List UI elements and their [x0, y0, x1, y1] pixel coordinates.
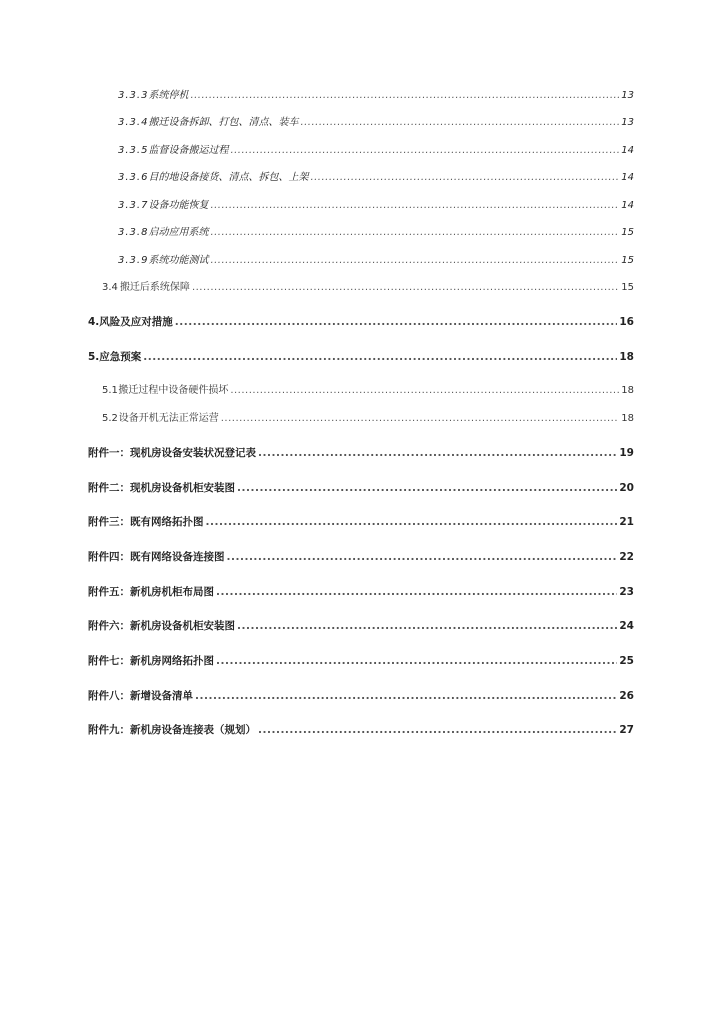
toc-page-number: 14 — [621, 145, 634, 156]
toc-entry-5-1[interactable] — [102, 384, 634, 398]
toc-entry-title: 启动应用系统 — [148, 227, 209, 238]
toc-page-number: 14 — [621, 172, 634, 183]
toc-entry-number: 5. — [88, 351, 100, 363]
toc-entry-5[interactable] — [88, 350, 634, 364]
toc-entry-3-3-5[interactable] — [118, 144, 634, 158]
dot-leader — [216, 585, 617, 599]
toc-entry-3-3-3[interactable] — [118, 89, 634, 103]
toc-entry-title: 搬迁后系统保障 — [119, 282, 190, 293]
toc-page-number: 18 — [621, 385, 634, 396]
dot-leader — [206, 515, 618, 529]
toc-entry-3-3-4[interactable] — [118, 116, 634, 130]
toc-page-number: 24 — [619, 620, 634, 632]
toc-entry-5-2[interactable] — [102, 412, 634, 426]
toc-page-number: 18 — [621, 413, 634, 424]
dot-leader — [192, 281, 619, 295]
toc-entry-number: 5.1 — [102, 385, 118, 396]
toc-appendix-3[interactable] — [88, 515, 634, 529]
toc-entry-3-3-6[interactable] — [118, 171, 634, 185]
dot-leader — [230, 384, 619, 398]
dot-leader — [221, 412, 620, 426]
toc-entry-title: 附件八：新增设备清单 — [88, 690, 193, 702]
toc-page-number: 20 — [619, 482, 634, 494]
toc-page-number: 27 — [619, 724, 634, 736]
toc-entry-3-4[interactable] — [102, 281, 634, 295]
dot-leader — [143, 350, 617, 364]
toc-entry-title: 设备功能恢复 — [148, 200, 209, 211]
toc-entry-number: 5.2 — [102, 413, 118, 424]
dot-leader — [237, 619, 617, 633]
toc-entry-title: 风险及应对措施 — [99, 316, 173, 328]
toc-appendix-7[interactable] — [88, 654, 634, 668]
toc-page-number: 23 — [619, 586, 634, 598]
toc-entry-number: 4. — [88, 316, 100, 328]
toc-entry-title: 附件七：新机房网络拓扑图 — [88, 655, 214, 667]
toc-entry-title: 搬迁设备拆卸、打包、清点、装车 — [148, 117, 299, 128]
toc-entry-number: 3.3.4 — [118, 117, 149, 128]
toc-page-number: 13 — [621, 90, 634, 101]
toc-page-number: 14 — [621, 200, 634, 211]
dot-leader — [300, 116, 619, 130]
toc-page-number: 13 — [621, 117, 634, 128]
toc-page-number: 15 — [621, 227, 634, 238]
toc-entry-4[interactable] — [88, 315, 634, 329]
toc-appendix-5[interactable] — [88, 585, 634, 599]
toc-page-number: 22 — [619, 551, 634, 563]
toc-appendix-1[interactable] — [88, 446, 634, 460]
toc-entry-title: 附件二：现机房设备机柜安装图 — [88, 482, 235, 494]
toc-page-number: 19 — [619, 447, 634, 459]
toc-appendix-4[interactable] — [88, 550, 634, 564]
toc-entry-number: 3.3.6 — [118, 172, 149, 183]
dot-leader — [210, 199, 619, 213]
dot-leader — [210, 254, 619, 268]
toc-entry-title: 系统功能测试 — [148, 255, 209, 266]
toc-appendix-2[interactable] — [88, 481, 634, 495]
toc-entry-title: 附件三：既有网络拓扑图 — [88, 516, 204, 528]
toc-entry-title: 附件九：新机房设备连接表（规划） — [88, 724, 256, 736]
toc-appendix-8[interactable] — [88, 689, 634, 703]
toc-entry-number: 3.3.9 — [118, 255, 149, 266]
toc-entry-title: 监督设备搬运过程 — [148, 145, 229, 156]
dot-leader — [230, 144, 619, 158]
toc-appendix-9[interactable] — [88, 723, 634, 737]
dot-leader — [310, 171, 619, 185]
toc-entry-title: 目的地设备接货、清点、拆包、上架 — [148, 172, 309, 183]
dot-leader — [258, 723, 617, 737]
toc-entry-number: 3.3.8 — [118, 227, 149, 238]
toc-entry-title: 设备开机无法正常运营 — [118, 413, 219, 424]
toc-entry-number: 3.3.3 — [118, 90, 149, 101]
dot-leader — [210, 226, 619, 240]
dot-leader — [237, 481, 617, 495]
toc-page-number: 18 — [619, 351, 634, 363]
toc-entry-3-3-9[interactable] — [118, 254, 634, 268]
toc-entry-3-3-8[interactable] — [118, 226, 634, 240]
toc-entry-title: 附件五：新机房机柜布局图 — [88, 586, 214, 598]
toc-entry-number: 3.4 — [102, 282, 118, 293]
toc-page-number: 15 — [621, 282, 634, 293]
dot-leader — [175, 315, 618, 329]
toc-page-number: 16 — [619, 316, 634, 328]
dot-leader — [227, 550, 618, 564]
toc-entry-title: 应急预案 — [99, 351, 142, 363]
dot-leader — [216, 654, 617, 668]
toc-page-number: 21 — [619, 516, 634, 528]
dot-leader — [195, 689, 617, 703]
toc-page-number: 15 — [621, 255, 634, 266]
toc-entry-title: 附件四：既有网络设备连接图 — [88, 551, 225, 563]
toc-entry-title: 附件一：现机房设备安装状况登记表 — [88, 447, 256, 459]
toc-entry-number: 3.3.5 — [118, 145, 149, 156]
toc-page-number: 26 — [619, 690, 634, 702]
toc-entry-number: 3.3.7 — [118, 200, 149, 211]
toc-entry-title: 系统停机 — [148, 90, 189, 101]
toc-entry-3-3-7[interactable] — [118, 199, 634, 213]
toc-appendix-6[interactable] — [88, 619, 634, 633]
toc-entry-title: 搬迁过程中设备硬件损坏 — [118, 385, 229, 396]
toc-entry-title: 附件六：新机房设备机柜安装图 — [88, 620, 235, 632]
dot-leader — [190, 89, 619, 103]
dot-leader — [258, 446, 617, 460]
toc-page-number: 25 — [619, 655, 634, 667]
